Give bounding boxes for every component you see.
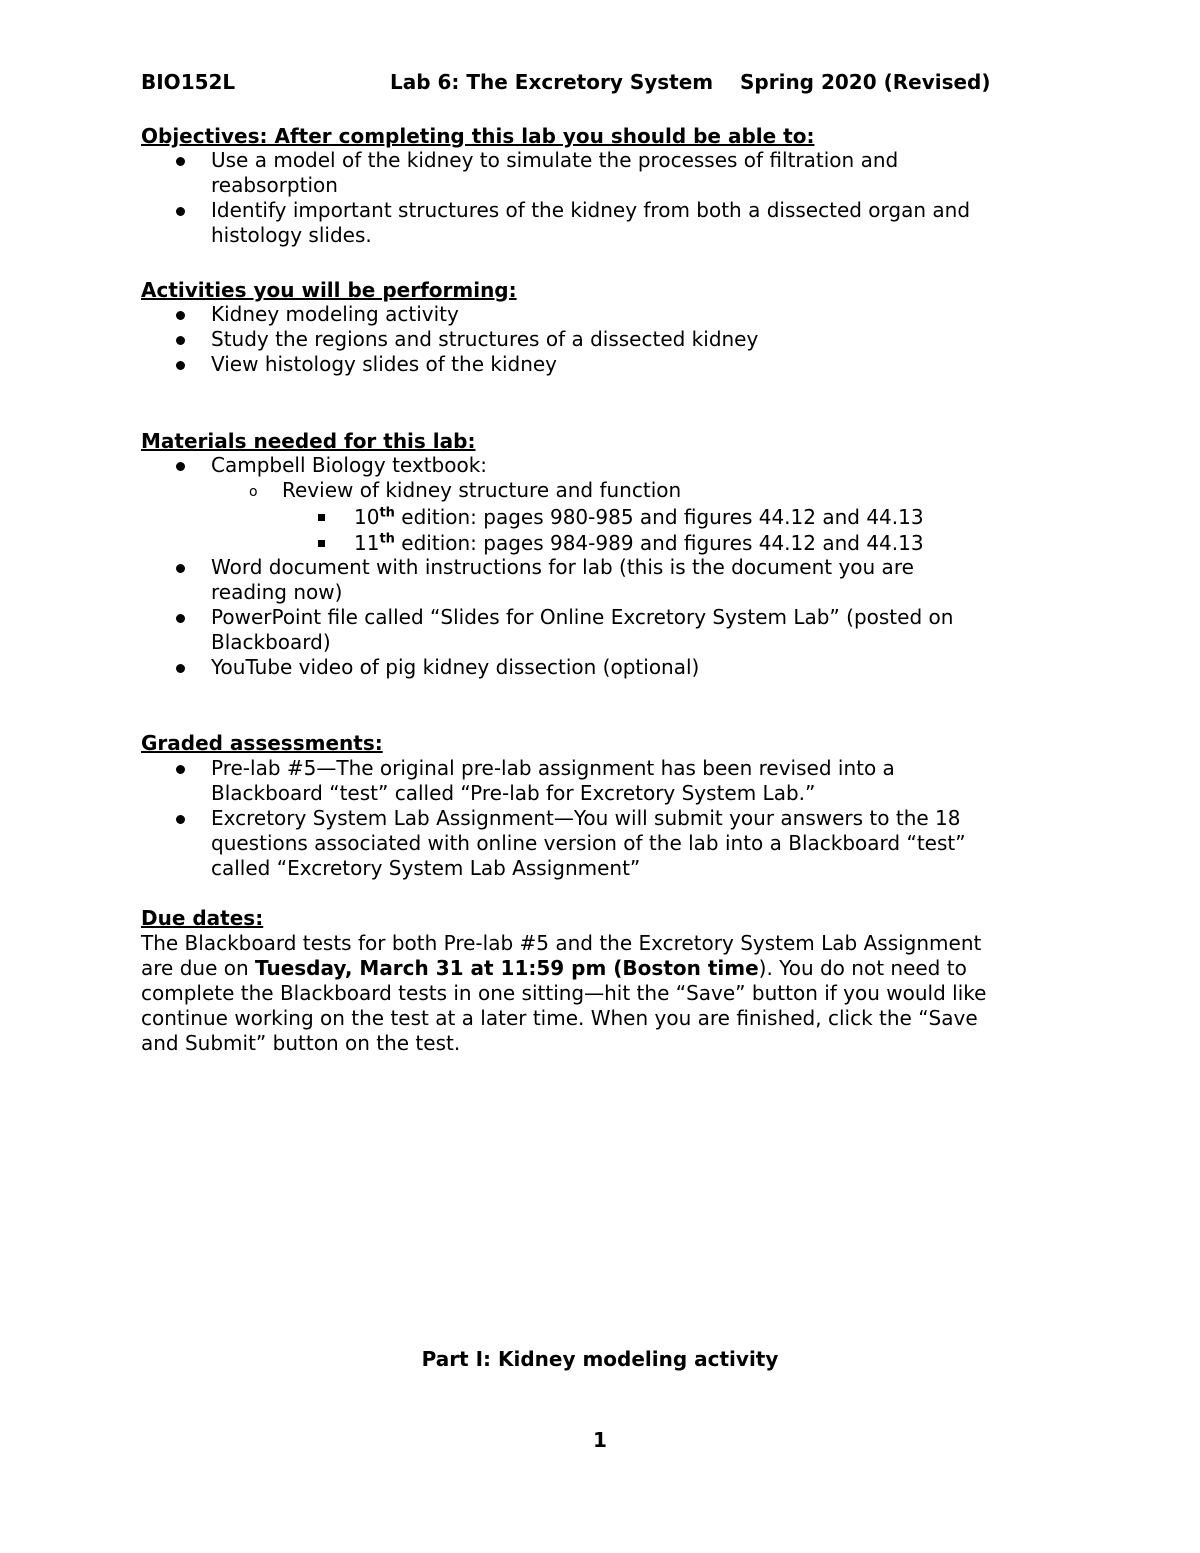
objective-1-line1: Use a model of the kidney to simulate the processes of filtration and bbox=[211, 148, 899, 172]
course-code: BIO152L bbox=[141, 70, 236, 94]
page-number: 1 bbox=[593, 1428, 607, 1452]
due-line3: complete the Blackboard tests in one sitting—hit the “Save” button if you would like bbox=[141, 981, 987, 1005]
bullet-icon bbox=[176, 462, 185, 471]
bullet-icon bbox=[176, 157, 185, 166]
activities-heading: Activities you will be performing: bbox=[141, 278, 517, 302]
bullet-icon bbox=[176, 336, 185, 345]
material-youtube: YouTube video of pig kidney dissection (optional) bbox=[211, 655, 700, 679]
activity-item: View histology slides of the kidney bbox=[211, 352, 558, 376]
objectives-heading: Objectives: After completing this lab you should be able to: bbox=[141, 124, 815, 148]
due-dates-heading: Due dates: bbox=[141, 906, 264, 930]
prelab-line1: Pre-lab #5—The original pre-lab assignment has been revised into a bbox=[211, 756, 895, 780]
bullet-icon bbox=[176, 311, 185, 320]
due-line2: are due on Tuesday, March 31 at 11:59 pm (Boston time). You do not need to bbox=[141, 956, 967, 980]
term-label: Spring 2020 (Revised) bbox=[740, 70, 991, 94]
part-title: Part I: Kidney modeling activity bbox=[421, 1347, 779, 1371]
material-textbook: Campbell Biology textbook: bbox=[211, 453, 488, 477]
square-bullet-icon bbox=[318, 514, 325, 521]
lab-assignment-line2: questions associated with online version of the lab into a Blackboard “test” bbox=[211, 831, 966, 855]
objective-2-line1: Identify important structures of the kidney from both a dissected organ and bbox=[211, 198, 971, 222]
material-word-doc-line2: reading now) bbox=[211, 580, 343, 604]
activity-item: Study the regions and structures of a dissected kidney bbox=[211, 327, 759, 351]
due-line4: continue working on the test at a later time. When you are finished, click the “Save bbox=[141, 1006, 978, 1030]
bullet-icon bbox=[176, 815, 185, 824]
bullet-icon bbox=[176, 614, 185, 623]
square-bullet-icon bbox=[318, 540, 325, 547]
lab-assignment-line3: called “Excretory System Lab Assignment” bbox=[211, 856, 641, 880]
edition-10: 10th edition: pages 980-985 and figures 44.12 and 44.13 bbox=[354, 505, 924, 529]
due-line1: The Blackboard tests for both Pre-lab #5 and the Excretory System Lab Assignment bbox=[141, 931, 982, 955]
bullet-icon bbox=[176, 361, 185, 370]
bullet-icon bbox=[176, 664, 185, 673]
due-line5: and Submit” button on the test. bbox=[141, 1031, 461, 1055]
circle-bullet-icon: o bbox=[249, 484, 258, 500]
bullet-icon bbox=[176, 564, 185, 573]
material-powerpoint-line2: Blackboard) bbox=[211, 630, 331, 654]
prelab-line2: Blackboard “test” called “Pre-lab for Excretory System Lab.” bbox=[211, 781, 816, 805]
objective-2-line2: histology slides. bbox=[211, 223, 372, 247]
materials-heading: Materials needed for this lab: bbox=[141, 429, 476, 453]
objective-1-line2: reabsorption bbox=[211, 173, 338, 197]
bullet-icon bbox=[176, 207, 185, 216]
material-review: Review of kidney structure and function bbox=[282, 478, 682, 502]
lab-assignment-line1: Excretory System Lab Assignment—You will submit your answers to the 18 bbox=[211, 806, 961, 830]
lab-title: Lab 6: The Excretory System bbox=[390, 70, 714, 94]
assessments-heading: Graded assessments: bbox=[141, 731, 383, 755]
material-powerpoint-line1: PowerPoint file called “Slides for Online Excretory System Lab” (posted on bbox=[211, 605, 954, 629]
activity-item: Kidney modeling activity bbox=[211, 302, 459, 326]
bullet-icon bbox=[176, 765, 185, 774]
material-word-doc-line1: Word document with instructions for lab (this is the document you are bbox=[211, 555, 914, 579]
edition-11: 11th edition: pages 984-989 and figures 44.12 and 44.13 bbox=[354, 531, 924, 555]
